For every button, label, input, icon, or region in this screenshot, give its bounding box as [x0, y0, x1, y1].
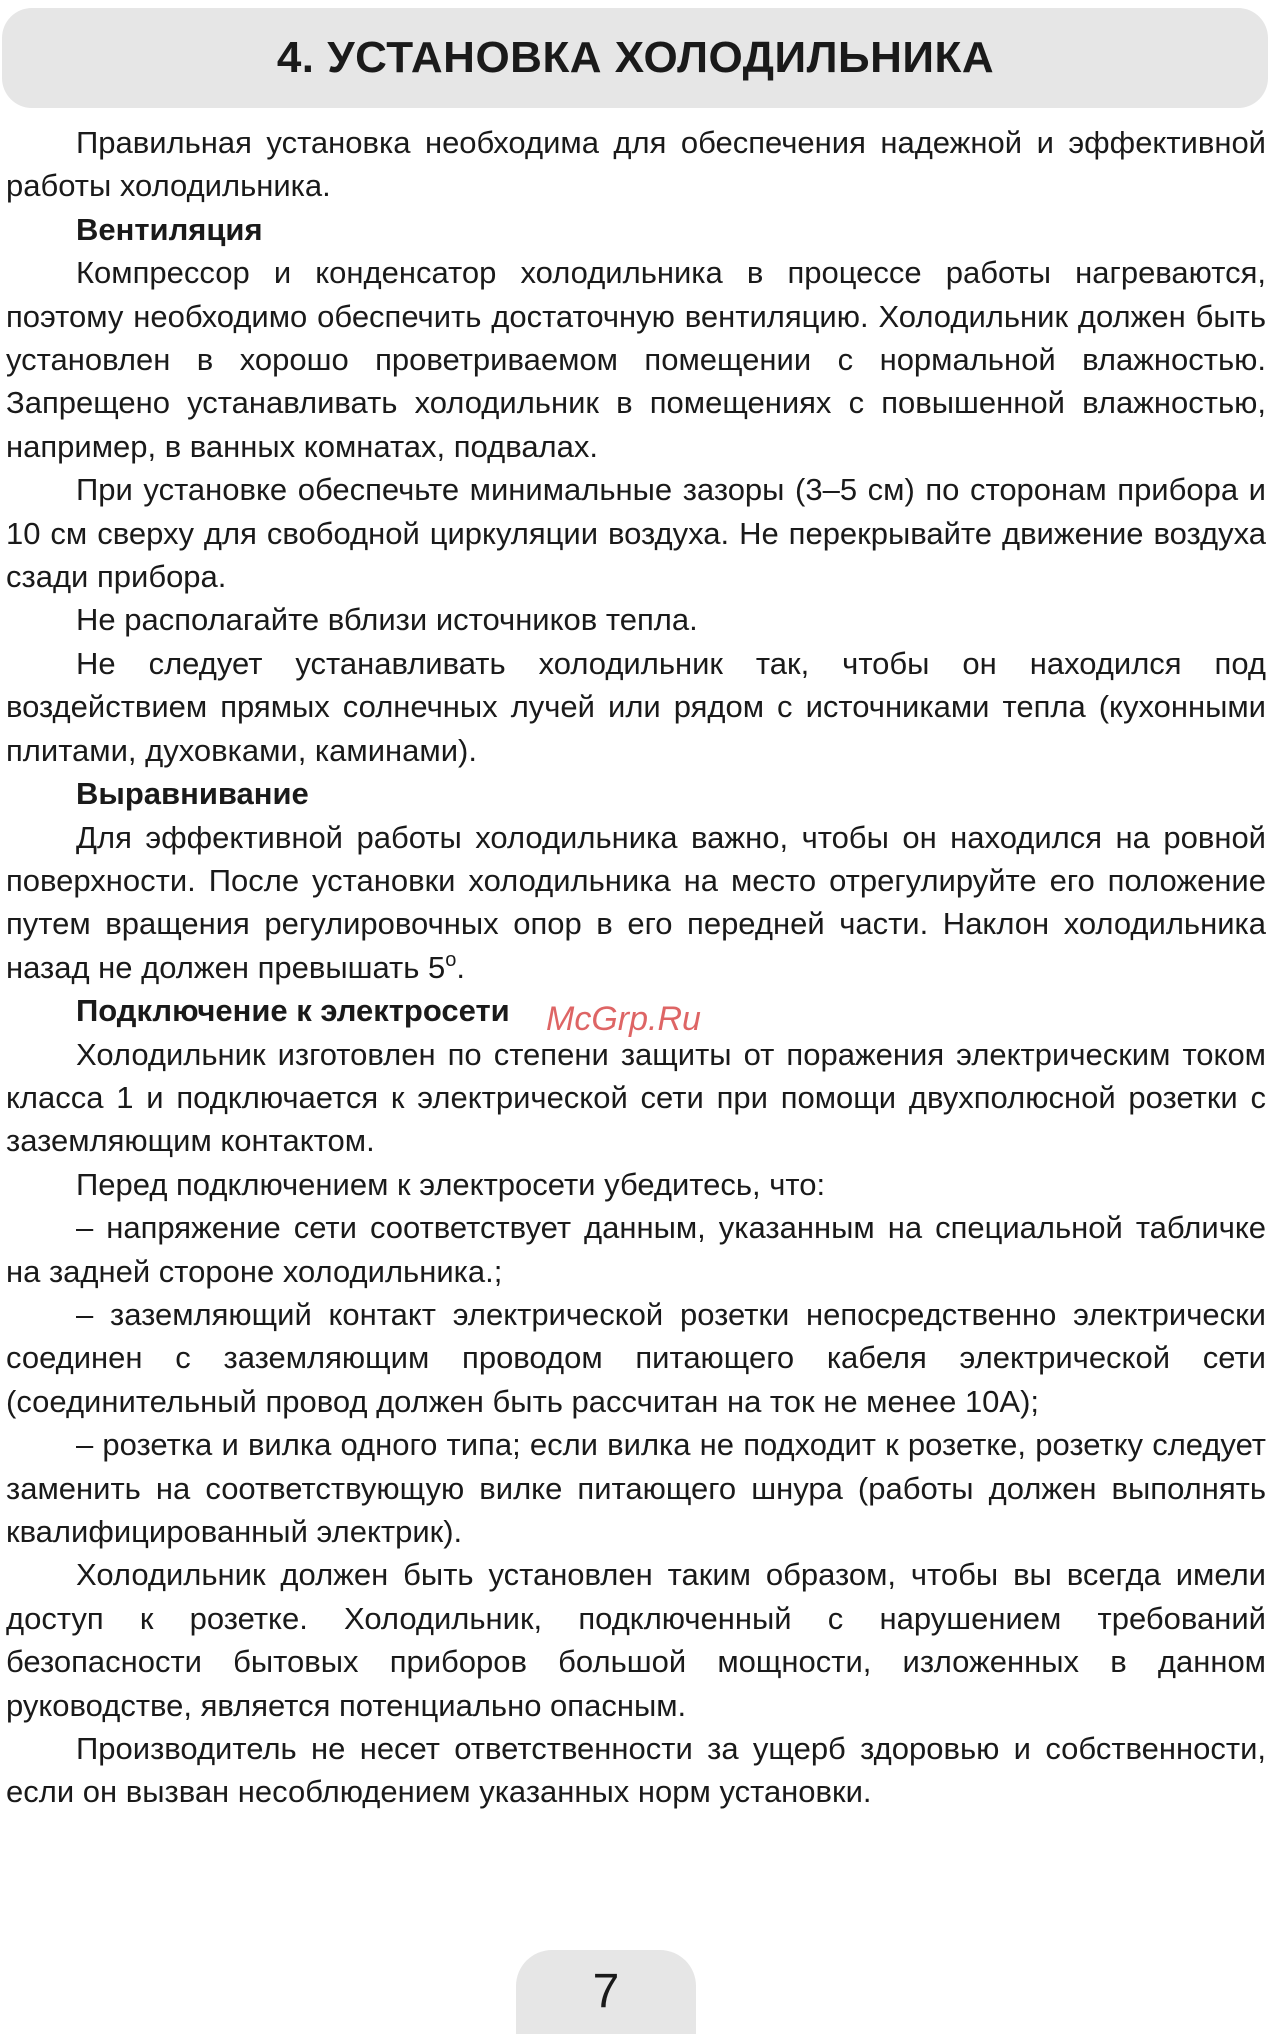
electrical-heading: Подключение к электросети — [76, 993, 510, 1029]
ventilation-paragraph-2: При установке обеспечьте минимальные зазоры (3–5 см) по сторонам прибора и 10 см сверху для свободной циркуляции воздуха. Не перекрывайте движение воздуха сзади прибора. — [6, 472, 1266, 595]
electrical-paragraph-1: Холодильник изготовлен по степени защиты от поражения электрическим током класса 1 и подключается к электрической сети при помощи двухполюсной розетки с заземляющим контактом. — [6, 1036, 1266, 1159]
ventilation-paragraph-4: Не следует устанавливать холодильник так, чтобы он находился под воздействием прямых солнечных лучей или рядом с источниками тепла (кухонными плитами, духовками, каминами). — [6, 645, 1266, 768]
electrical-paragraph-4: Производитель не несет ответственности за ущерб здоровью и собственности, если он вызван несоблюдением указанных норм установки. — [6, 1731, 1266, 1810]
ventilation-paragraph-1: Компрессор и конденсатор холодильника в процессе работы нагреваются, поэтому необходимо обеспечить достаточную вентиляцию. Холодильник должен быть установлен в хорошо проветриваемом помещении с нормальной влажностью. Запрещено устанавливать холодильник в помещениях с повышенной влажностью, например, в ванных комнатах, подвалах. — [6, 255, 1266, 464]
document-body — [6, 121, 1266, 1814]
degree-mark: о — [445, 948, 457, 971]
leveling-text-end: . — [456, 949, 465, 985]
ventilation-heading: Вентиляция — [76, 211, 263, 247]
intro-paragraph: Правильная установка необходима для обеспечения надежной и эффективной работы холодильника. — [6, 125, 1266, 204]
electrical-paragraph-3: Холодильник должен быть установлен таким образом, чтобы вы всегда имели доступ к розетке. Холодильник, подключенный с нарушением требований безопасности бытовых приборов большой мощности, изложенных в данном руководстве, является потенциально опасным. — [6, 1557, 1266, 1723]
leveling-text: Для эффективной работы холодильника важно, чтобы он находился на ровной поверхности. После установки холодильника на место отрегулируйте его положение путем вращения регулировочных опор в его передней части. Наклон холодильника назад не должен превышать 5 — [6, 819, 1266, 985]
electrical-paragraph-2: Перед подключением к электросети убедитесь, что: — [76, 1166, 826, 1202]
electrical-list-item-3: – розетка и вилка одного типа; если вилка не подходит к розетке, розетку следует заменить на соответствующую вилке питающего шнура (работы должен выполнять квалифицированный электрик). — [6, 1427, 1266, 1549]
page-number: 7 — [592, 1965, 620, 2018]
electrical-list-item-1: – напряжение сети соответствует данным, указанным на специальной табличке на задней стороне холодильника.; — [6, 1210, 1266, 1289]
leveling-heading: Выравнивание — [76, 776, 309, 812]
watermark: McGrp.Ru — [546, 1000, 701, 1038]
ventilation-paragraph-3: Не располагайте вблизи источников тепла. — [76, 602, 698, 638]
leveling-paragraph — [6, 816, 1266, 990]
electrical-list-item-2: – заземляющий контакт электрической розетки непосредственно электрически соединен с заземляющим проводом питающего кабеля электрической сети (соединительный провод должен быть рассчитан на ток не менее 10А); — [6, 1296, 1266, 1419]
page-title: 4. УСТАНОВКА ХОЛОДИЛЬНИКА — [276, 33, 995, 82]
